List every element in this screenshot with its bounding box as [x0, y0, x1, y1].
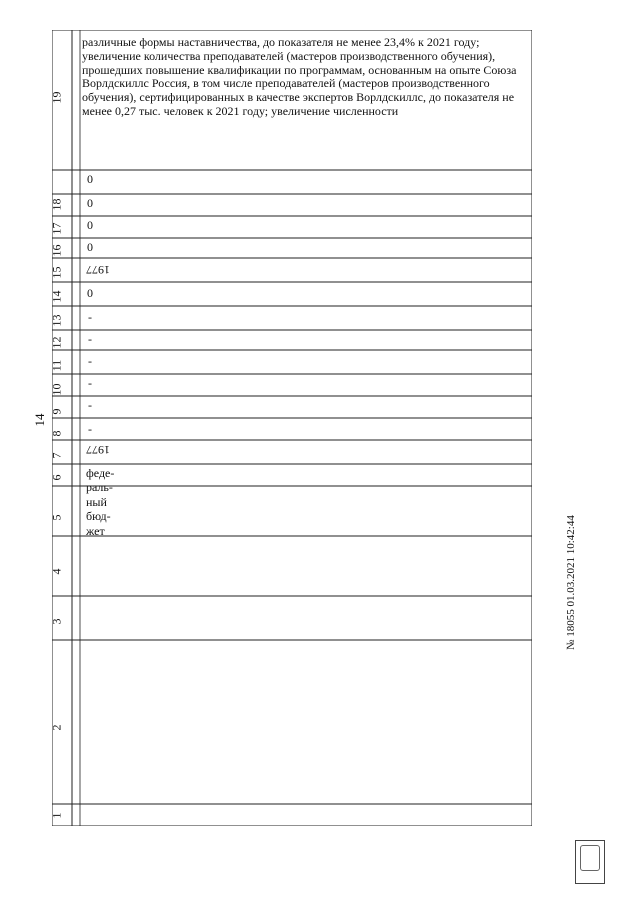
header-col-19: 19 [49, 91, 64, 104]
header-col-9: 9 [49, 408, 64, 415]
header-col-6: 6 [49, 474, 64, 481]
header-col-1: 1 [49, 812, 64, 819]
emblem-icon [575, 840, 605, 884]
cell-col14: 1977 [86, 263, 110, 277]
cell-col9: - [88, 376, 92, 390]
document-table [49, 30, 532, 826]
header-col-12: 12 [49, 336, 64, 349]
header-col-11: 11 [49, 359, 64, 372]
cell-col17: 0 [87, 196, 93, 210]
cell-col7: - [88, 422, 92, 436]
cell-col13: 0 [87, 286, 93, 300]
header-col-5: 5 [49, 514, 64, 521]
header-col-15: 15 [49, 266, 64, 279]
cell-col12: - [88, 310, 92, 324]
table-grid [49, 30, 532, 826]
header-col-2: 2 [49, 724, 64, 731]
header-col-18: 18 [49, 198, 64, 211]
header-col-7: 7 [49, 452, 64, 459]
cell-col6: 1977 [86, 443, 110, 457]
cell-col19: различные формы наставничества, до показателя не менее 23,4% к 2021 году; увеличение количества преподавателей (мастеров производственного обучения), прошедших повышение квалификации по программам, основанным на опыте Союза Ворлдскиллс Россия, в том числе преподавателей (мастеров производственного обучения), сертифицированных в качестве экспертов Ворлдскиллс, до показателя не менее 0,27 тыс. человек к 2021 году; увеличение численности [82, 35, 517, 118]
header-col-17: 17 [49, 222, 64, 235]
header-col-4: 4 [49, 568, 64, 575]
header-col-8: 8 [49, 430, 64, 437]
document-stamp: № 18055 01.03.2021 10:42:44 [565, 515, 577, 650]
header-col-14: 14 [49, 290, 64, 303]
header-col-10: 10 [49, 383, 64, 396]
cell-col15: 0 [87, 240, 93, 254]
cell-col16: 0 [87, 218, 93, 232]
cell-col8: - [88, 398, 92, 412]
header-col-16: 16 [49, 244, 64, 257]
page-number: 14 [32, 413, 47, 427]
cell-col11: - [88, 332, 92, 346]
cell-col10: - [88, 354, 92, 368]
cell-col18: 0 [87, 172, 93, 186]
header-col-3: 3 [49, 618, 64, 625]
cell-col5: феде- раль- ный бюд- жет [86, 466, 115, 538]
header-col-13: 13 [49, 314, 64, 327]
